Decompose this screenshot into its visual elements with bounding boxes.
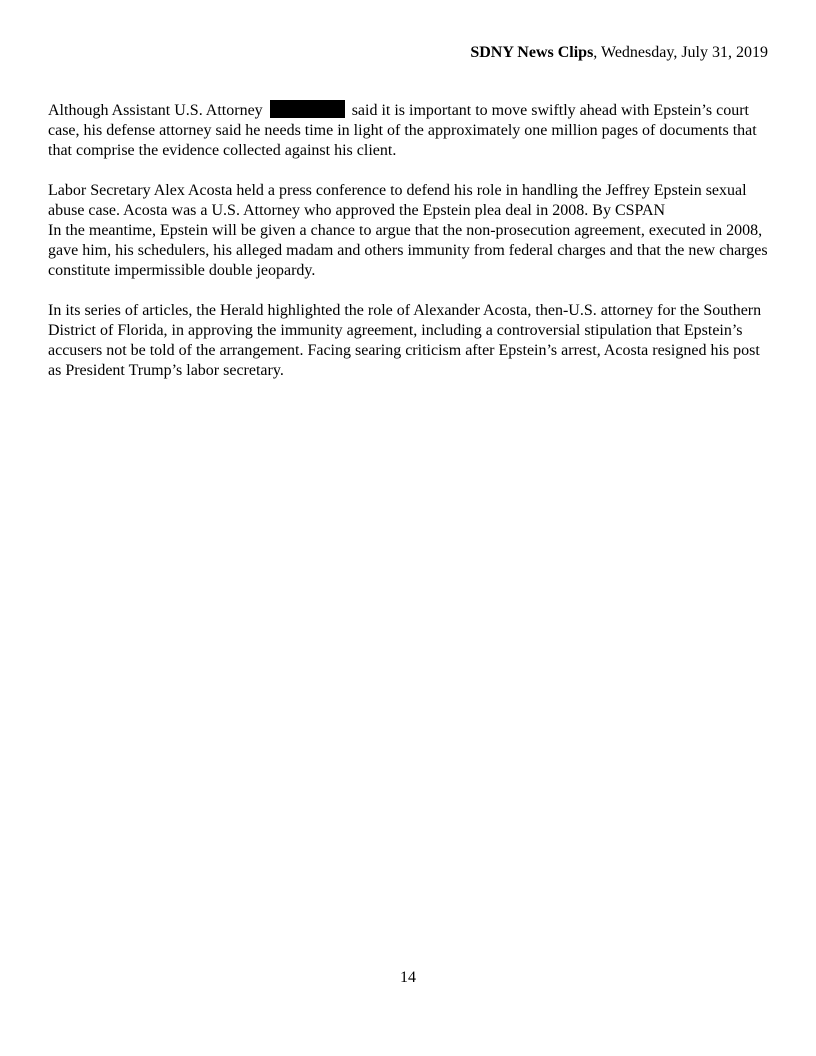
page-header — [48, 0, 768, 63]
paragraph-3: In its series of articles, the Herald highlighted the role of Alexander Acosta, then-U.S. attorney for the Southern District of Florida, in approving the immunity agreement, including a controversial stipulation that Epstein’s accusers not be told of the arrangement. Facing searing criticism after Epstein’s arrest, Acosta resigned his post as President Trump’s labor secretary. — [48, 302, 762, 379]
paragraph-1-before-redaction: Although Assistant U.S. Attorney — [48, 102, 263, 119]
paragraph-2-continuation: In the meantime, Epstein will be given a chance to argue that the non-prosecution agreement, executed in 2008, gave him, his schedulers, his alleged madam and others immunity from federal charges and that the new charges constitute impermissible double jeopardy. — [48, 222, 768, 279]
page-body — [48, 100, 768, 381]
header-date: , Wednesday, July 31, 2019 — [593, 44, 768, 61]
paragraph-1-after-redaction: said it is important to move swiftly ahead with Epstein’s court case, his defense attorney said he needs time in light of the approximately one million pages of documents that that comprise the evidence collected against his client. — [48, 102, 757, 159]
paragraph-1 — [48, 100, 768, 161]
paragraph-2-line-block: Labor Secretary Alex Acosta held a press conference to defend his role in handling the Jeffrey Epstein sexual abuse case. Acosta was a U.S. Attorney who approved the Epstein plea deal in 2008. By CSPAN — [48, 182, 747, 219]
redaction-box — [270, 100, 345, 118]
header-title: SDNY News Clips — [470, 44, 594, 61]
page-footer — [0, 968, 816, 988]
page-number: 14 — [400, 969, 416, 986]
